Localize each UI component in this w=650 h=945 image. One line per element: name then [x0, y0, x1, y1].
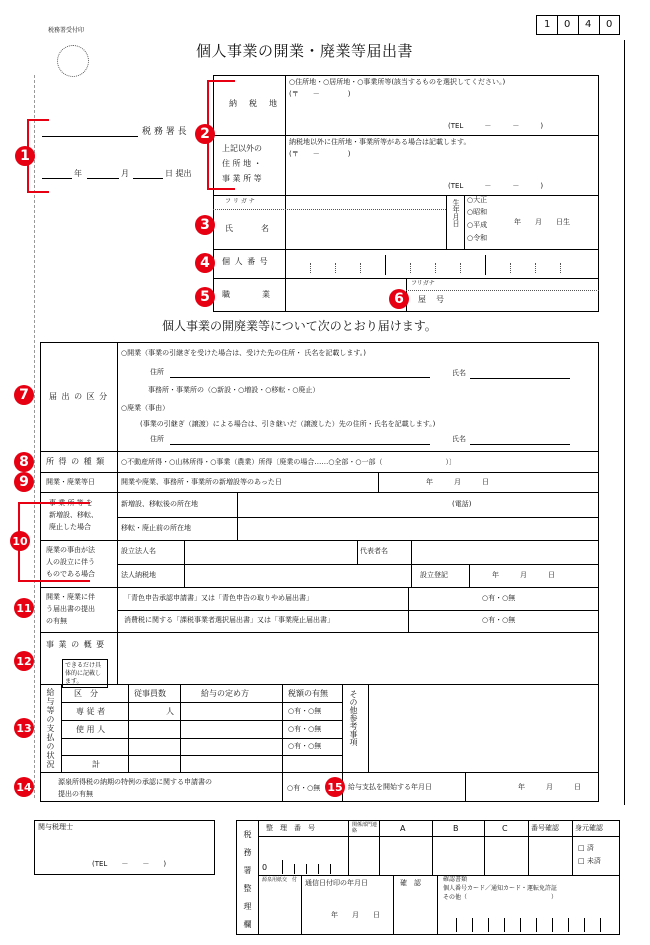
- marker-9: 9: [14, 472, 34, 492]
- submit-month-field[interactable]: [87, 178, 119, 179]
- marker-13: 13: [14, 718, 34, 738]
- tax-place-label: 納 税 地: [229, 99, 279, 108]
- stamp-circle: [57, 45, 89, 77]
- my-number-label: 個 人 番 号: [222, 257, 269, 266]
- form-code: 1 0 4 0: [536, 15, 620, 35]
- summary-label: 事 業 の 概 要: [46, 640, 106, 649]
- job-label: 職 業: [222, 290, 272, 299]
- marker-11: 11: [14, 598, 34, 618]
- tax-place-options[interactable]: ○住所地・○居所地・○事業所等(該当するものを選択してください。): [289, 78, 506, 86]
- furigana-label: フ リ ガ ナ: [225, 198, 255, 205]
- start-date-field[interactable]: 年 月 日: [426, 478, 489, 486]
- marker-6: 6: [389, 289, 409, 309]
- date-label: 開業・廃業等日: [46, 478, 95, 486]
- id-check-not-done[interactable]: □ 未済: [578, 857, 601, 865]
- stamp-label: 税務署受付印: [48, 27, 85, 34]
- marker-5: 5: [195, 287, 215, 307]
- category-label: 届 出 の 区 分: [49, 392, 109, 401]
- marker-14: 14: [14, 777, 34, 797]
- office-name-field[interactable]: [42, 136, 138, 137]
- marker-8: 8: [14, 452, 34, 472]
- applicant-section: [213, 75, 599, 312]
- marker-1: 1: [15, 146, 35, 166]
- marker-10: 10: [10, 531, 30, 551]
- income-label: 所 得 の 種 類: [46, 457, 106, 466]
- pay-start-date[interactable]: 年 月 日: [518, 783, 581, 791]
- submit-day-field[interactable]: [133, 178, 163, 179]
- my-number-boxes[interactable]: [288, 253, 596, 275]
- marker-15: 15: [325, 777, 345, 797]
- salary-label: 給与等の支払の状況: [46, 688, 55, 769]
- id-check-done[interactable]: □ 済: [578, 844, 594, 852]
- summary-field[interactable]: [120, 636, 596, 681]
- marker-7: 7: [14, 385, 34, 405]
- income-options[interactable]: ○不動産所得・○山林所得・○事業（農業）所得〔廃業の場合……○全部・○一部（ ）〕: [121, 458, 457, 466]
- special-yes-no[interactable]: ○有・○無: [287, 784, 321, 792]
- marker-3: 3: [195, 215, 215, 235]
- marker-12: 12: [14, 651, 34, 671]
- marker-4: 4: [195, 253, 215, 273]
- office-suffix: 税 務 署 長: [142, 127, 187, 137]
- form1-yes-no[interactable]: ○有・○無: [482, 594, 516, 602]
- birth-label: 生年月日: [452, 199, 460, 227]
- page-title: 個人事業の開業・廃業等届出書: [196, 42, 414, 60]
- marker-2: 2: [195, 124, 215, 144]
- name-label: 氏 名: [225, 224, 270, 233]
- intro-text: 個人事業の開廃業等について次のとおり届けます。: [162, 319, 437, 333]
- shop-name-label: 屋 号: [418, 295, 445, 304]
- form2-yes-no[interactable]: ○有・○無: [482, 616, 516, 624]
